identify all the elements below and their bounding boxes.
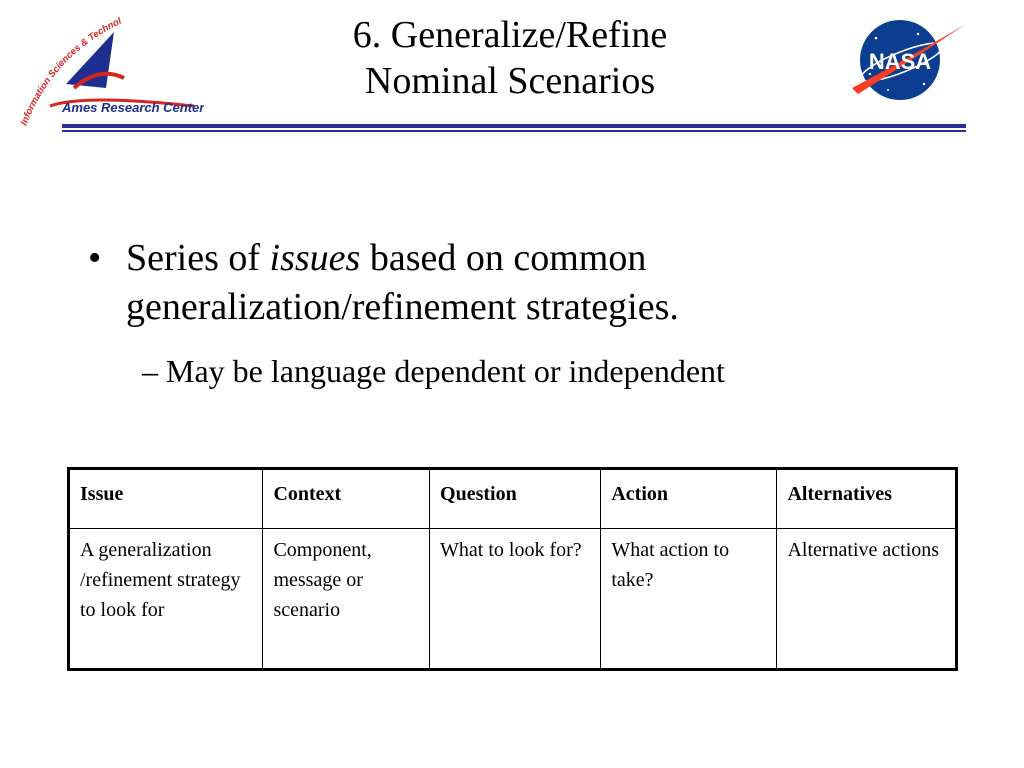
nasa-meatball-icon	[848, 14, 970, 106]
ames-name-text: Ames Research Center	[62, 100, 204, 115]
table-cell-context: Component, message or scenario	[263, 529, 430, 670]
bullet-main-emphasis: issues	[269, 237, 361, 279]
table-cell-alternatives: Alternative actions	[777, 529, 957, 670]
header-rule-thin	[62, 130, 966, 132]
nasa-logo-text: NASA	[868, 49, 932, 74]
ames-logo-graphic	[14, 14, 204, 132]
table-cell-question: What to look for?	[430, 529, 601, 670]
issues-table	[67, 467, 958, 671]
header-rule-thick	[62, 124, 966, 128]
ames-research-center-logo	[14, 14, 204, 132]
bullet-main-post: based on common generalization/refinement strategies.	[126, 237, 679, 328]
bullet-main-pre: Series of	[126, 237, 270, 279]
table-header-issue: Issue	[69, 469, 263, 529]
bullet-main-text	[126, 234, 928, 332]
table-header-context: Context	[263, 469, 430, 529]
bullet-sub: – May be language dependent or independent	[142, 353, 725, 389]
table-cell-action: What action to take?	[601, 529, 777, 670]
title-line-2: Nominal Scenarios	[364, 60, 656, 102]
table-header-row	[69, 469, 957, 529]
ames-arc-text: Information Sciences & Technol	[18, 15, 124, 128]
table-header-question: Question	[430, 469, 601, 529]
table-cell-issue: A generalization /refinement strategy to look for	[69, 529, 263, 670]
table-header-action: Action	[601, 469, 777, 529]
slide-title	[260, 12, 760, 104]
bullet-marker: •	[88, 237, 102, 279]
bullet-main	[88, 234, 928, 332]
nasa-logo	[848, 14, 970, 106]
table-header-alternatives: Alternatives	[777, 469, 957, 529]
title-line-1: 6. Generalize/Refine	[352, 14, 668, 56]
table-row	[69, 529, 957, 670]
